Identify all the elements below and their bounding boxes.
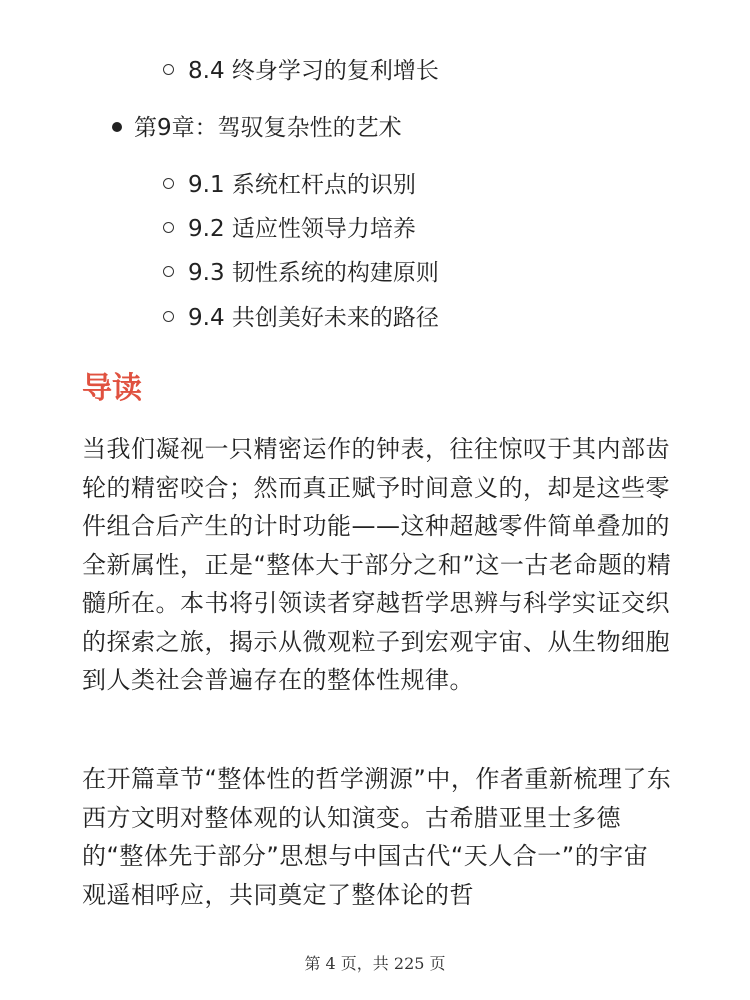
toc-item-label: 8.4 终身学习的复利增长 <box>188 58 439 84</box>
body-paragraph-2: 在开篇章节“整体性的哲学溯源”中，作者重新梳理了东西方文明对整体观的认知演变。古希腊亚里士多德的“整体先于部分”思想与中国古代“天人合一”的宇宙观遥相呼应，共同奠定了整体论的哲 <box>82 765 672 909</box>
toc-item-9-1[interactable] <box>163 170 416 200</box>
toc-item-9-4[interactable] <box>163 303 439 333</box>
body-paragraph-1: 当我们凝视一只精密运作的钟表，往往惊叹于其内部齿轮的精密咬合；然而真正赋予时间意义的，却是这些零件组合后产生的计时功能——这种超越零件简单叠加的全新属性，正是“整体大于部分之和”这一古老命题的精髓所在。本书将引领读者穿越哲学思辨与科学实证交织的探索之旅，揭示从微观粒子到宏观宇宙、从生物细胞到人类社会普遍存在的整体性规律。 <box>82 435 672 694</box>
hollow-bullet-icon <box>163 64 174 75</box>
toc-item-9-2[interactable] <box>163 214 416 244</box>
hollow-bullet-icon <box>163 178 174 189</box>
section-heading: 导读 <box>82 371 142 406</box>
toc-chapter-9[interactable] <box>112 113 402 143</box>
toc-item-8-4[interactable] <box>163 56 439 86</box>
toc-item-label: 9.2 适应性领导力培养 <box>188 216 416 242</box>
hollow-bullet-icon <box>163 222 174 233</box>
hollow-bullet-icon <box>163 266 174 277</box>
filled-bullet-icon <box>112 122 122 132</box>
page-indicator: 第 4 页，共 225 页 <box>304 954 446 973</box>
hollow-bullet-icon <box>163 311 174 322</box>
toc-item-label: 9.3 韧性系统的构建原则 <box>188 260 439 286</box>
toc-item-label: 9.1 系统杠杆点的识别 <box>188 172 416 198</box>
toc-chapter-label: 第9章：驾驭复杂性的艺术 <box>134 115 402 141</box>
toc-item-9-3[interactable] <box>163 258 439 288</box>
toc-item-label: 9.4 共创美好未来的路径 <box>188 305 439 331</box>
